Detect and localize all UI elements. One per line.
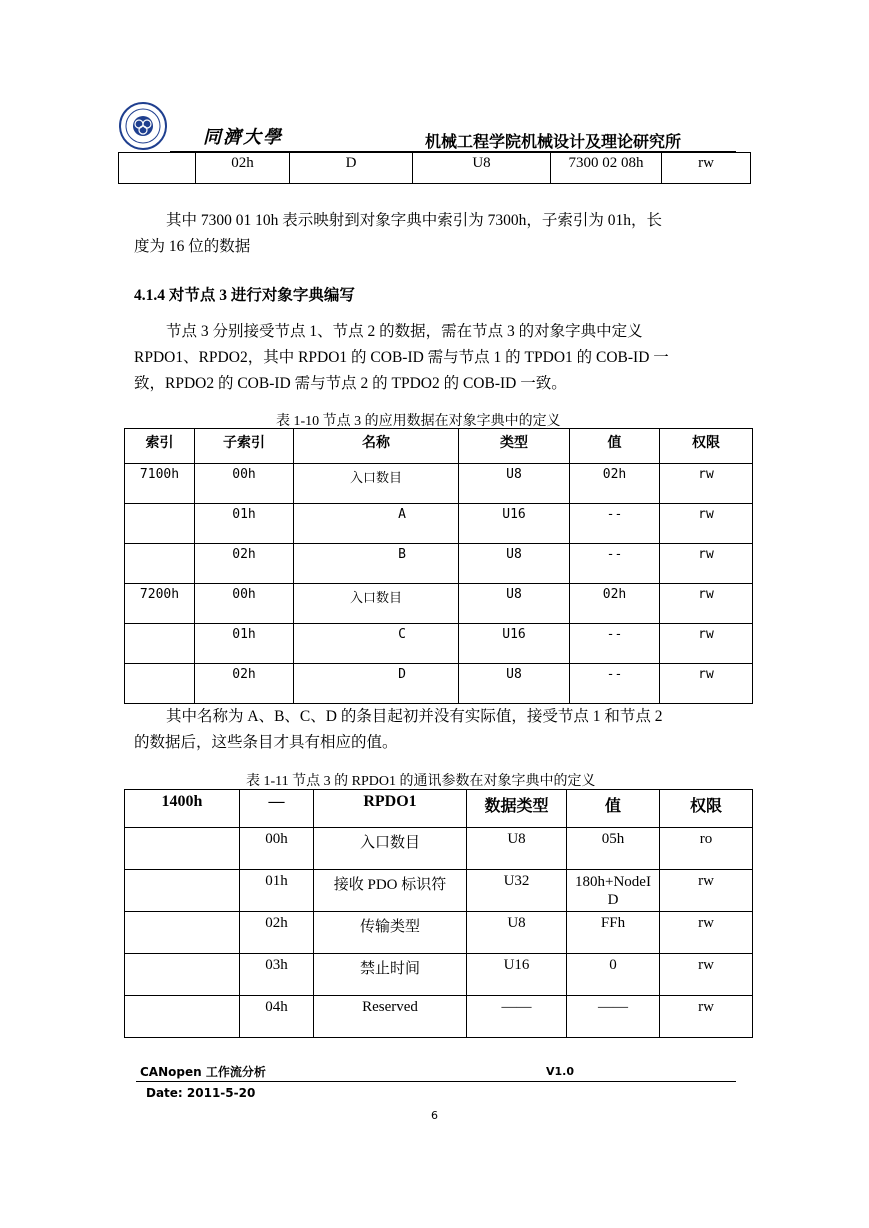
- table-cell: 03h: [240, 954, 314, 996]
- table-cell: [125, 996, 240, 1038]
- column-header: 权限: [660, 429, 753, 464]
- table-cell: U16: [459, 504, 570, 544]
- paragraph-mapping-note: [134, 208, 736, 260]
- table-cell: 接收 PDO 标识符: [314, 870, 467, 912]
- table-cell: 传输类型: [314, 912, 467, 954]
- table-cell: [125, 954, 240, 996]
- table-cell: D: [294, 664, 459, 704]
- table-cell: U8: [459, 544, 570, 584]
- table-row: [125, 954, 753, 996]
- paragraph-line: 度为 16 位的数据: [134, 238, 251, 255]
- university-seal-logo: [118, 101, 168, 151]
- table-cell: 禁止时间: [314, 954, 467, 996]
- paragraph-line: 的数据后，这些条目才具有相应的值。: [134, 734, 398, 751]
- table-cell: C: [294, 624, 459, 664]
- column-header: 类型: [459, 429, 570, 464]
- table-cell: [125, 870, 240, 912]
- table-cell: ro: [660, 828, 753, 870]
- table-cell: U16: [467, 954, 567, 996]
- table-cell: U8: [459, 464, 570, 504]
- paragraph-node3: [134, 319, 736, 397]
- application-data-table: [124, 428, 753, 704]
- table-cell: A: [294, 504, 459, 544]
- table-caption: 表 1-10 节点 3 的应用数据在对象字典中的定义: [276, 414, 561, 429]
- table-cell: U8: [467, 912, 567, 954]
- table-cell: 0: [567, 954, 660, 996]
- table-cell: rw: [660, 504, 753, 544]
- table-cell: [125, 912, 240, 954]
- column-header: 数据类型: [467, 790, 567, 828]
- table-cell: --: [570, 664, 660, 704]
- table-cell: 入口数目: [294, 584, 459, 624]
- table-cell: rw: [662, 153, 751, 184]
- table-row: [125, 624, 753, 664]
- table-cell: U8: [459, 664, 570, 704]
- table-cell: rw: [660, 584, 753, 624]
- table-row: [125, 870, 753, 912]
- table-cell: rw: [660, 624, 753, 664]
- table-cell: 01h: [240, 870, 314, 912]
- table-cell: rw: [660, 996, 753, 1038]
- table-cell: D: [290, 153, 413, 184]
- table-row: [125, 544, 753, 584]
- table-cell: 00h: [195, 584, 294, 624]
- table-cell: --: [570, 624, 660, 664]
- paragraph-line: 致，RPDO2 的 COB-ID 需与节点 2 的 TPDO2 的 COB-ID 一致。: [134, 375, 567, 392]
- table-header-row: [125, 790, 753, 828]
- table-cell: [125, 828, 240, 870]
- table-cell: U8: [459, 584, 570, 624]
- table-cell: [125, 664, 195, 704]
- table-cell: rw: [660, 544, 753, 584]
- table-cell: 04h: [240, 996, 314, 1038]
- paragraph-line: 其中 7300 01 10h 表示映射到对象字典中索引为 7300h，子索引为 01h，长: [166, 212, 663, 229]
- table-row: [119, 153, 751, 184]
- table-cell: 02h: [240, 912, 314, 954]
- table-cell: U8: [413, 153, 551, 184]
- column-header: —: [240, 790, 314, 828]
- table-cell: 02h: [570, 584, 660, 624]
- table-cell: Reserved: [314, 996, 467, 1038]
- column-header: 1400h: [125, 790, 240, 828]
- table-cell: 00h: [195, 464, 294, 504]
- table-cell: rw: [660, 664, 753, 704]
- table-cell: U16: [459, 624, 570, 664]
- table-cell: 7200h: [125, 584, 195, 624]
- footer-date: Date: 2011-5-20: [146, 1086, 256, 1100]
- continued-table: [118, 152, 751, 184]
- column-header: 子索引: [195, 429, 294, 464]
- page-number: 6: [431, 1109, 438, 1122]
- table-cell: rw: [660, 870, 753, 912]
- table-cell: 05h: [567, 828, 660, 870]
- table-header-row: [125, 429, 753, 464]
- column-header: 值: [567, 790, 660, 828]
- footer-version: V1.0: [546, 1065, 574, 1078]
- table-cell: 02h: [195, 544, 294, 584]
- footer-rule: [136, 1081, 736, 1082]
- table-row: [125, 912, 753, 954]
- table-cell: 180h+NodeID: [567, 870, 660, 912]
- rpdo1-comm-param-table: [124, 789, 753, 1038]
- paragraph-line: 其中名称为 A、B、C、D 的条目起初并没有实际值，接受节点 1 和节点 2: [166, 708, 663, 725]
- column-header: 权限: [660, 790, 753, 828]
- table-cell: [125, 544, 195, 584]
- institute-name: 机械工程学院机械设计及理论研究所: [425, 132, 682, 151]
- table-cell: B: [294, 544, 459, 584]
- table-cell: 7300 02 08h: [551, 153, 662, 184]
- table-cell: 入口数目: [314, 828, 467, 870]
- table-cell: ——: [567, 996, 660, 1038]
- table-cell: 02h: [570, 464, 660, 504]
- table-row: [125, 664, 753, 704]
- table-cell: ——: [467, 996, 567, 1038]
- table-cell: --: [570, 504, 660, 544]
- paragraph-entries-note: [134, 704, 736, 756]
- table-cell: rw: [660, 912, 753, 954]
- table-cell: 7100h: [125, 464, 195, 504]
- table-cell: --: [570, 544, 660, 584]
- table-cell: U32: [467, 870, 567, 912]
- table-cell: 00h: [240, 828, 314, 870]
- school-name: 同濟大學: [203, 127, 283, 147]
- table-row: [125, 584, 753, 624]
- table-cell: FFh: [567, 912, 660, 954]
- column-header: RPDO1: [314, 790, 467, 828]
- table-cell: U8: [467, 828, 567, 870]
- table-cell: [125, 504, 195, 544]
- table-cell: 02h: [195, 664, 294, 704]
- table-cell: rw: [660, 464, 753, 504]
- column-header: 值: [570, 429, 660, 464]
- column-header: 索引: [125, 429, 195, 464]
- table-caption: 表 1-11 节点 3 的 RPDO1 的通讯参数在对象字典中的定义: [246, 774, 596, 789]
- table-cell: [125, 624, 195, 664]
- paragraph-line: 节点 3 分别接受节点 1、节点 2 的数据，需在节点 3 的对象字典中定义: [166, 323, 643, 340]
- table-row: [125, 828, 753, 870]
- footer-title: CANopen 工作流分析: [140, 1065, 266, 1079]
- table-cell: 入口数目: [294, 464, 459, 504]
- table-row: [125, 464, 753, 504]
- column-header: 名称: [294, 429, 459, 464]
- table-row: [125, 504, 753, 544]
- table-row: [125, 996, 753, 1038]
- paragraph-line: RPDO1、RPDO2，其中 RPDO1 的 COB-ID 需与节点 1 的 TPDO1 的 COB-ID 一: [134, 349, 669, 366]
- section-heading: 4.1.4 对节点 3 进行对象字典编写: [134, 287, 355, 304]
- table-cell: [119, 153, 196, 184]
- table-cell: rw: [660, 954, 753, 996]
- table-cell: 01h: [195, 624, 294, 664]
- table-cell: 02h: [196, 153, 290, 184]
- table-cell: 01h: [195, 504, 294, 544]
